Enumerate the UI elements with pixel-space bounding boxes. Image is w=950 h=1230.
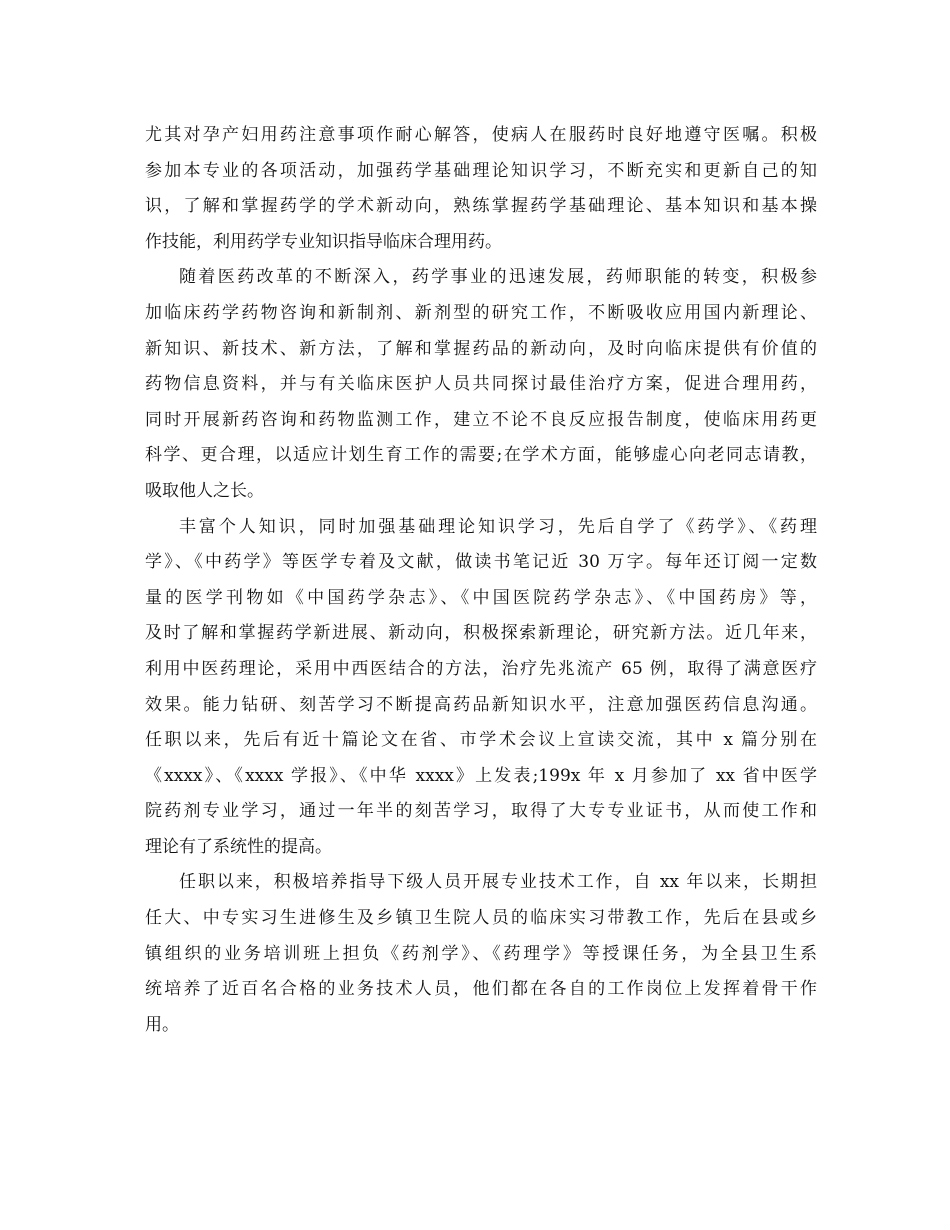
text-line: 加临床药学药物咨询和新制剂、新剂型的研究工作，不断吸收应用国内新理论、 bbox=[145, 302, 817, 323]
text-line: 利用中医药理论，采用中西医结合的方法，治疗先兆流产 65 例，取得了满意医疗 bbox=[145, 658, 817, 679]
text-line: 参加本专业的各项活动，加强药学基础理论知识学习，不断充实和更新自己的知 bbox=[145, 160, 817, 181]
text-line: 随着医药改革的不断深入，药学事业的迅速发展，药师职能的转变，积极参 bbox=[179, 267, 817, 288]
text-line: 作技能，利用药学专业知识指导临床合理用药。 bbox=[145, 231, 502, 252]
text-line: 院药剂专业学习，通过一年半的刻苦学习，取得了大专专业证书，从而使工作和 bbox=[145, 801, 817, 822]
paragraph bbox=[145, 118, 817, 260]
text-line: 《xxxx》、《xxxx 学报》、《中华 xxxx》上发表;199x 年 x 月参加了 xx 省中医学 bbox=[145, 765, 817, 786]
text-line: 任大、中专实习生进修生及乡镇卫生院人员的临床实习带教工作，先后在县或乡 bbox=[145, 908, 817, 929]
paragraph bbox=[145, 865, 817, 1043]
text-line: 学》、《中药学》等医学专着及文献，做读书笔记近 30 万字。每年还订阅一定数 bbox=[145, 552, 817, 573]
paragraph bbox=[145, 260, 817, 509]
text-line: 及时了解和掌握药学新进展、新动向，积极探索新理论，研究新方法。近几年来， bbox=[145, 623, 817, 644]
text-line: 吸取他人之长。 bbox=[145, 480, 264, 501]
text-line: 量的医学刊物如《中国药学杂志》、《中国医院药学杂志》、《中国药房》等， bbox=[145, 587, 817, 608]
text-line: 同时开展新药咨询和药物监测工作，建立不论不良反应报告制度，使临床用药更 bbox=[145, 409, 817, 430]
document-body bbox=[145, 118, 817, 1043]
text-line: 任职以来，先后有近十篇论文在省、市学术会议上宣读交流，其中 x 篇分别在 bbox=[145, 730, 817, 751]
text-line: 任职以来，积极培养指导下级人员开展专业技术工作，自 xx 年以来，长期担 bbox=[179, 872, 817, 893]
text-line: 理论有了系统性的提高。 bbox=[145, 836, 332, 857]
text-line: 新知识、新技术、新方法，了解和掌握药品的新动向，及时向临床提供有价值的 bbox=[145, 338, 817, 359]
text-line: 效果。能力钻研、刻苦学习不断提高药品新知识水平，注意加强医药信息沟通。 bbox=[145, 694, 817, 715]
text-line: 镇组织的业务培训班上担负《药剂学》、《药理学》等授课任务，为全县卫生系 bbox=[145, 943, 817, 964]
text-line: 用。 bbox=[145, 1014, 179, 1035]
text-line: 科学、更合理，以适应计划生育工作的需要;在学术方面，能够虚心向老同志请教， bbox=[145, 445, 817, 466]
text-line: 识，了解和掌握药学的学术新动向，熟练掌握药学基础理论、基本知识和基本操 bbox=[145, 196, 817, 217]
text-line: 丰富个人知识，同时加强基础理论知识学习，先后自学了《药学》、《药理 bbox=[179, 516, 817, 537]
text-line: 尤其对孕产妇用药注意事项作耐心解答，使病人在服药时良好地遵守医嘱。积极 bbox=[145, 125, 817, 145]
paragraph bbox=[145, 510, 817, 866]
text-line: 统培养了近百名合格的业务技术人员，他们都在各自的工作岗位上发挥着骨干作 bbox=[145, 979, 817, 1000]
text-line: 药物信息资料，并与有关临床医护人员共同探讨最佳治疗方案，促进合理用药， bbox=[145, 374, 817, 395]
